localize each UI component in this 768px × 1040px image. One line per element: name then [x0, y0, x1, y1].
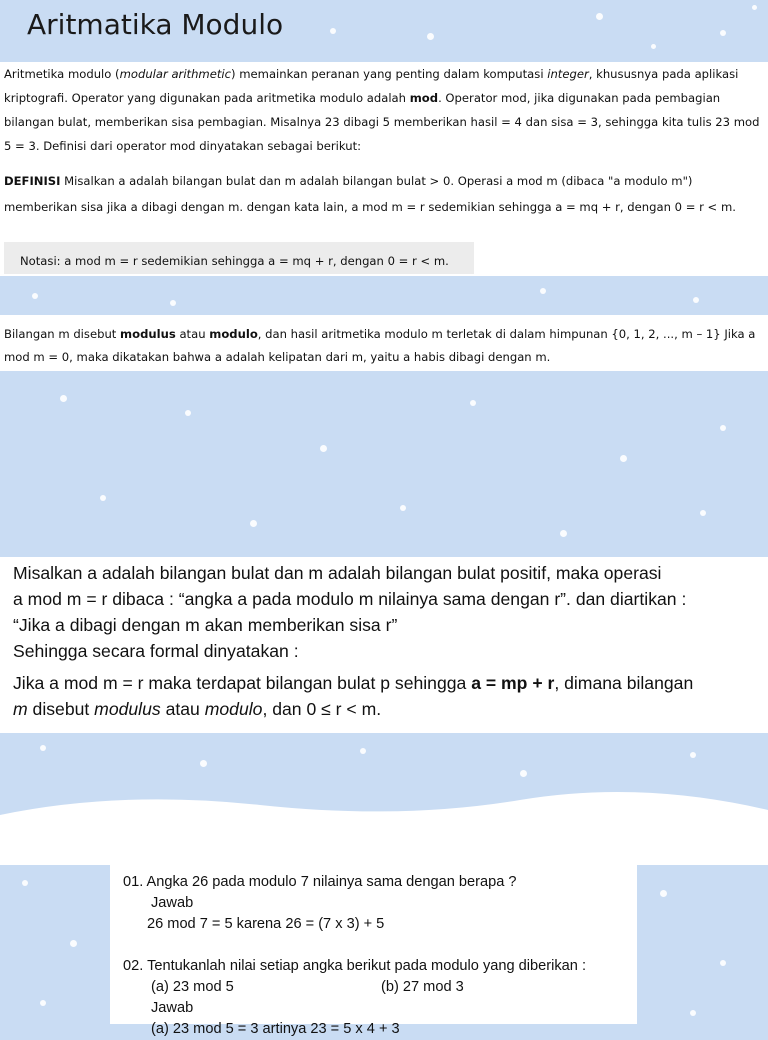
definition-paragraph: DEFINISI Misalkan a adalah bilangan bulat dan m adalah bilangan bulat > 0. Operasi a mod m (dibaca "a modulo m") memberikan sisa jika a dibagi dengan m. dengan kata lain, a mod m = r sedemikian sehingga a = mq + r, dengan 0 = r < m.: [4, 174, 736, 214]
formal-line-3: “Jika a dibagi dengan m akan memberikan sisa r”: [13, 615, 398, 635]
intro-paragraph: Aritmetika modulo (modular arithmetic) memainkan peranan yang penting dalam komputasi integer, khususnya pada aplikasi kriptografi. Operator yang digunakan pada aritmetika modulo adalah mod. Operator mod, jika digunakan pada pembagian bilangan bulat, memberikan sisa pembagian. Misalnya 23 dibagi 5 memberikan hasil = 4 dan sisa = 3, sehingga kita tulis 23 mod 5 = 3. Definisi dari operator mod dinyatakan sebagai berikut:: [4, 67, 760, 153]
question-2-answer-a: (a) 23 mod 5 = 3 artinya 23 = 5 x 4 + 3: [151, 1021, 400, 1037]
formal-line-1: Misalkan a adalah bilangan bulat dan m adalah bilangan bulat positif, maka operasi: [13, 563, 662, 583]
option-a: (a) 23 mod 5: [151, 979, 234, 995]
snow-ground: [0, 775, 768, 865]
exercise-panel: [110, 861, 637, 1037]
option-b: (b) 27 mod 3: [381, 979, 464, 995]
question-1: 01. Angka 26 pada modulo 7 nilainya sama dengan berapa ?: [123, 874, 517, 890]
question-2-options: [110, 977, 637, 998]
formal-line-6: m disebut modulus atau modulo, dan 0 ≤ r < m.: [13, 699, 382, 719]
formal-line-5: Jika a mod m = r maka terdapat bilangan bulat p sehingga a = mp + r, dimana bilangan: [13, 673, 694, 693]
modulus-panel: [0, 315, 768, 371]
formal-line-2: a mod m = r dibaca : “angka a pada modulo m nilainya sama dengan r”. dan diartikan :: [13, 589, 687, 609]
notation-box: Notasi: a mod m = r sedemikian sehingga a = mq + r, dengan 0 = r < m.: [4, 242, 474, 274]
modulus-paragraph: Bilangan m disebut modulus atau modulo, dan hasil aritmetika modulo m terletak di dalam himpunan {0, 1, 2, ..., m – 1} Jika a mod m = 0, maka dikatakan bahwa a adalah kelipatan dari m, yaitu a habis dibagi dengan m.: [4, 327, 756, 364]
formal-definition-panel: [0, 557, 768, 733]
question-1-answer: 26 mod 7 = 5 karena 26 = (7 x 3) + 5: [147, 916, 385, 932]
question-2: 02. Tentukanlah nilai setiap angka berikut pada modulo yang diberikan :: [123, 958, 586, 974]
formal-line-4: Sehingga secara formal dinyatakan :: [13, 641, 299, 661]
question-2-jawab: Jawab: [151, 1000, 194, 1016]
page-title: Aritmatika Modulo: [27, 8, 284, 41]
question-1-jawab: Jawab: [151, 895, 194, 911]
